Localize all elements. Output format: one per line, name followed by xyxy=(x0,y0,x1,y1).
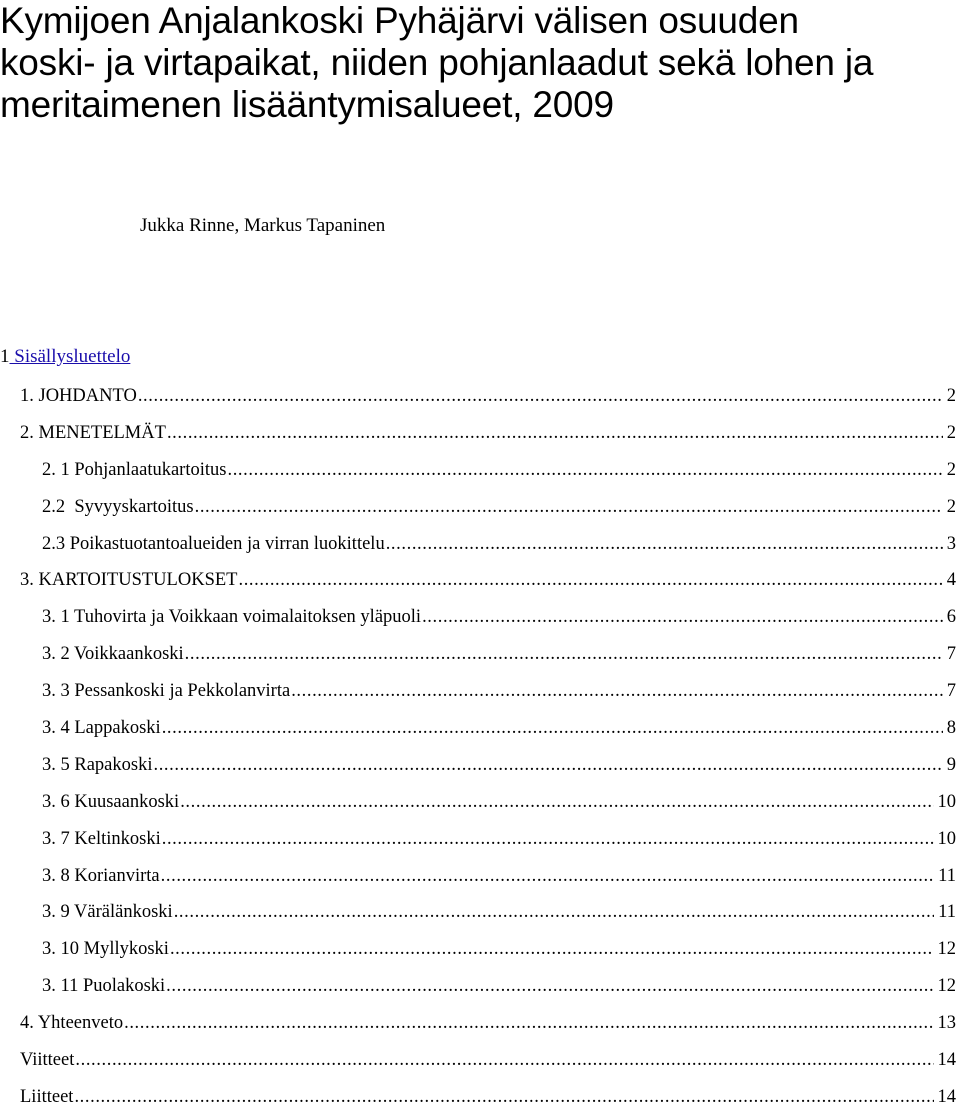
toc-entry-page-number: 2 xyxy=(946,422,956,443)
toc-entry[interactable] xyxy=(0,862,960,899)
toc-entry-label[interactable]: 3. 7 Keltinkoski xyxy=(42,828,161,849)
toc-entry-label[interactable]: 3. 8 Korianvirta xyxy=(42,865,160,886)
toc-entry[interactable] xyxy=(0,788,960,825)
toc-entry-label[interactable]: 3. 4 Lappakoski xyxy=(42,718,161,739)
toc-entry[interactable] xyxy=(0,603,960,640)
toc-entry[interactable] xyxy=(0,714,960,751)
toc-dot-leader xyxy=(195,493,943,521)
toc-entry[interactable] xyxy=(0,1083,960,1120)
toc-dot-leader xyxy=(138,382,943,410)
toc-dot-leader xyxy=(227,456,942,484)
toc-entry[interactable] xyxy=(0,530,960,567)
table-of-contents xyxy=(0,382,960,1120)
toc-entry-page-number: 2 xyxy=(946,496,956,517)
toc-entry-label[interactable]: 2.3 Poikastuotantoalueiden ja virran luokittelu xyxy=(42,533,385,554)
toc-entry-page-number: 10 xyxy=(937,828,956,849)
toc-entry[interactable] xyxy=(0,972,960,1009)
toc-entry[interactable] xyxy=(0,493,960,530)
toc-dot-leader xyxy=(185,640,943,668)
toc-entry[interactable] xyxy=(0,640,960,677)
toc-entry-page-number: 7 xyxy=(946,681,956,702)
toc-entry-page-number: 9 xyxy=(946,754,956,775)
toc-entry[interactable] xyxy=(0,566,960,603)
toc-entry[interactable] xyxy=(0,935,960,972)
document-title-line-1: Kymijoen Anjalankoski Pyhäjärvi välisen osuuden xyxy=(0,0,799,41)
toc-dot-leader xyxy=(167,419,943,447)
toc-entry-label[interactable]: 2. 1 Pohjanlaatukartoitus xyxy=(42,459,227,480)
toc-entry-label[interactable]: 2. MENETELMÄT xyxy=(20,422,166,443)
toc-dot-leader xyxy=(161,862,935,890)
toc-entry[interactable] xyxy=(0,751,960,788)
toc-entry-page-number: 12 xyxy=(937,939,956,960)
toc-entry-page-number: 10 xyxy=(937,791,956,812)
toc-entry-page-number: 13 xyxy=(937,1013,956,1034)
toc-dot-leader xyxy=(386,530,943,558)
toc-entry-page-number: 8 xyxy=(946,718,956,739)
toc-dot-leader xyxy=(74,1083,933,1111)
toc-entry-label[interactable]: 3. 5 Rapakoski xyxy=(42,754,153,775)
toc-entry-page-number: 14 xyxy=(937,1086,956,1107)
toc-heading-number: 1 xyxy=(0,346,10,367)
toc-entry[interactable] xyxy=(0,1009,960,1046)
toc-entry-page-number: 4 xyxy=(946,570,956,591)
toc-entry-page-number: 2 xyxy=(946,459,956,480)
document-title-line-3: meritaimenen lisääntymisalueet, 2009 xyxy=(0,84,614,125)
toc-entry-label[interactable]: 1. JOHDANTO xyxy=(20,386,137,406)
toc-entry-label[interactable]: 3. KARTOITUSTULOKSET xyxy=(20,570,238,591)
toc-entry[interactable] xyxy=(0,382,960,419)
toc-entry-label[interactable]: 3. 1 Tuhovirta ja Voikkaan voimalaitoksen yläpuoli xyxy=(42,607,422,628)
toc-entry[interactable] xyxy=(0,677,960,714)
toc-entry-page-number: 14 xyxy=(937,1050,956,1071)
toc-heading xyxy=(0,344,130,370)
toc-entry[interactable] xyxy=(0,898,960,935)
toc-entry[interactable] xyxy=(0,825,960,862)
toc-entry[interactable] xyxy=(0,419,960,456)
toc-dot-leader xyxy=(291,677,943,705)
toc-entry-page-number: 12 xyxy=(937,976,956,997)
toc-entry-page-number: 6 xyxy=(946,607,956,628)
toc-entry-label[interactable]: 2.2 Syvyyskartoitus xyxy=(42,496,194,517)
toc-entry-page-number: 3 xyxy=(946,533,956,554)
toc-entry-label[interactable]: 3. 11 Puolakoski xyxy=(42,976,166,997)
toc-entry-label[interactable]: 4. Yhteenveto xyxy=(20,1013,124,1034)
toc-entry-label[interactable]: 3. 2 Voikkaankoski xyxy=(42,644,184,665)
document-authors: Jukka Rinne, Markus Tapaninen xyxy=(140,215,386,236)
toc-dot-leader xyxy=(174,898,934,926)
toc-entry[interactable] xyxy=(0,1046,960,1083)
toc-entry-label[interactable]: Viitteet xyxy=(20,1050,75,1071)
toc-entry-page-number: 2 xyxy=(946,386,956,406)
toc-dot-leader xyxy=(124,1009,933,1037)
toc-entry-label[interactable]: 3. 3 Pessankoski ja Pekkolanvirta xyxy=(42,681,291,702)
toc-heading-link[interactable]: Sisällysluettelo xyxy=(9,346,131,367)
toc-dot-leader xyxy=(75,1046,933,1074)
toc-dot-leader xyxy=(180,788,933,816)
toc-dot-leader xyxy=(166,972,933,1000)
toc-entry-page-number: 7 xyxy=(946,644,956,665)
toc-dot-leader xyxy=(162,825,934,853)
toc-dot-leader xyxy=(422,603,943,631)
toc-dot-leader xyxy=(170,935,934,963)
document-title-line-2: koski- ja virtapaikat, niiden pohjanlaadut sekä lohen ja xyxy=(0,42,874,83)
toc-dot-leader xyxy=(162,714,943,742)
toc-entry[interactable] xyxy=(0,456,960,493)
document-title xyxy=(0,0,960,126)
toc-entry-label[interactable]: 3. 9 Värälänkoski xyxy=(42,902,173,923)
toc-dot-leader xyxy=(153,751,942,779)
toc-dot-leader xyxy=(238,566,942,594)
toc-entry-label[interactable]: Liitteet xyxy=(20,1086,74,1107)
toc-entry-page-number: 11 xyxy=(938,865,956,886)
toc-entry-label[interactable]: 3. 6 Kuusaankoski xyxy=(42,791,180,812)
toc-entry-label[interactable]: 3. 10 Myllykoski xyxy=(42,939,169,960)
toc-entry-page-number: 11 xyxy=(938,902,956,923)
